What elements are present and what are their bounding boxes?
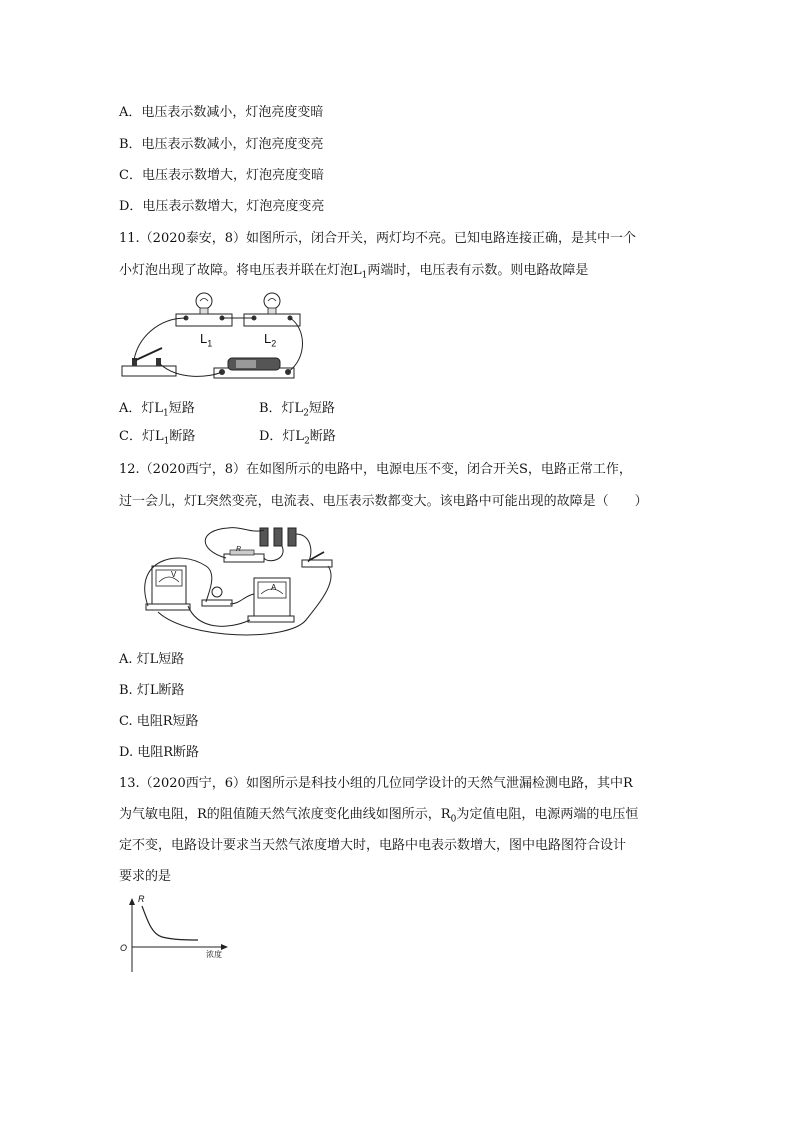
switch-icon	[122, 348, 176, 376]
q11-stem-line1: 11.（2020泰安，8）如图所示，闭合开关，两灯均不亮。已知电路连接正确，是其中一个	[119, 231, 637, 246]
battery-icon	[214, 358, 294, 378]
q11-option-d: D．灯$L_2$断路	[259, 429, 336, 447]
q13-graph-origin: O	[120, 943, 128, 953]
q12-voltmeter-label: V	[171, 570, 177, 579]
q12-option-d: D. 电阻R断路	[119, 745, 200, 760]
q11-circuit-figure	[118, 288, 308, 383]
bulb-l-icon	[202, 587, 232, 606]
q11-label-l1: $L_1$	[200, 331, 213, 349]
q12-option-b: B. 灯L断路	[119, 683, 185, 698]
q12-ammeter-label: A	[271, 583, 277, 592]
q12-stem-line2: 过一会儿，灯L突然变亮，电流表、电压表示数都变大。该电路中可能出现的故障是（ ）	[119, 494, 648, 509]
q13-graph-ylabel: R	[138, 894, 145, 904]
q13-stem-line3: 定不变，电路设计要求当天然气浓度增大时，电路中电表示数增大，图中电路图符合设计	[119, 838, 627, 853]
q11-stem-line2: 小灯泡出现了故障。将电压表并联在灯泡$L_1$两端时，电压表有示数。则电路故障是	[119, 263, 589, 281]
q13-graph-xlabel: 浓度	[206, 950, 222, 959]
q11-option-a: A．灯$L_1$短路	[119, 401, 195, 419]
q12-circuit-figure	[138, 520, 338, 642]
q12-stem-line1: 12.（2020西宁，8）在如图所示的电路中，电源电压不变，闭合开关S，电路正常工作，	[119, 462, 632, 477]
q13-resistance-graph	[118, 896, 238, 976]
voltmeter-icon	[146, 566, 190, 610]
q12-option-c: C. 电阻R短路	[119, 714, 199, 729]
q10-option-c: C．电压表示数增大，灯泡亮度变暗	[119, 168, 324, 183]
q10-option-b: B．电压表示数减小，灯泡亮度变亮	[119, 137, 324, 152]
q10-option-a: A．电压表示数减小，灯泡亮度变暗	[119, 105, 324, 120]
switch-icon	[302, 552, 332, 567]
q11-option-b: B．灯$L_2$短路	[259, 401, 335, 419]
graph-curve	[142, 906, 198, 940]
q13-stem-line2: 为气敏电阻，R的阻值随天然气浓度变化曲线如图所示，$R_0$为定值电阻，电源两端的电压恒	[119, 807, 639, 825]
battery-icon	[260, 528, 296, 546]
q12-option-a: A. 灯L短路	[119, 652, 185, 667]
q13-stem-line4: 要求的是	[119, 869, 172, 884]
q12-resistor-label: R	[236, 546, 242, 553]
bulb-l1-icon	[176, 293, 232, 326]
q13-stem-line1: 13.（2020西宁，6）如图所示是科技小组的几位同学设计的天然气泄漏检测电路，其中R	[119, 776, 633, 791]
q11-label-l2: $L_2$	[264, 331, 277, 349]
q11-option-c: C．灯$L_1$断路	[119, 429, 196, 447]
q10-option-d: D．电压表示数增大，灯泡亮度变亮	[119, 199, 325, 214]
bulb-l2-icon	[244, 293, 300, 326]
resistor-icon	[224, 550, 264, 562]
